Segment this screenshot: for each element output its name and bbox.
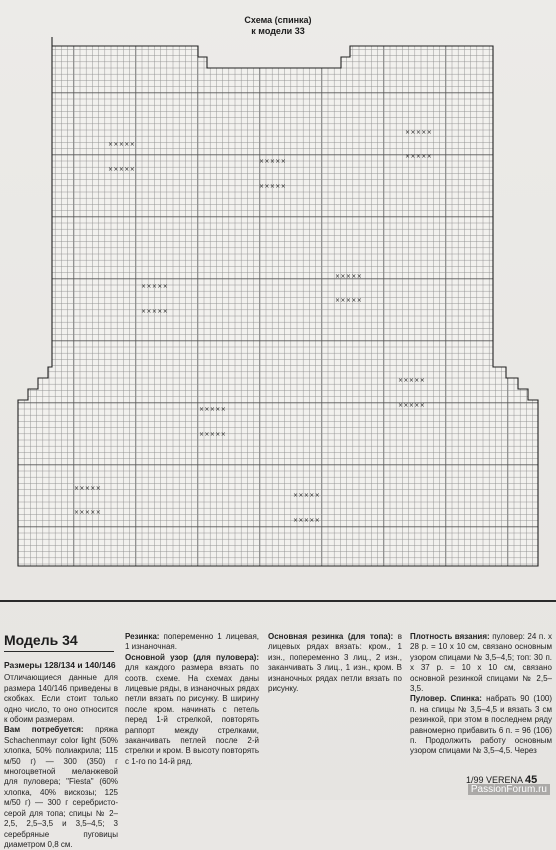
gauge-label: Плотность вязания: <box>410 632 490 641</box>
motif-mark: ××××× <box>74 485 102 492</box>
article-column-1 <box>4 660 118 850</box>
motif-mark: ××××× <box>74 509 102 516</box>
motif-mark: ××××× <box>398 377 426 384</box>
gauge-text: пуловер: 24 п. х 28 р. = 10 х 10 см, связано основным узором спицами № 3,5–4,5; топ: 30 п. х 37 р. = 10 х 10 см, связано основной резинкой спицами № 2,5–3,5. <box>410 632 552 694</box>
motif-mark: ××××× <box>259 183 287 190</box>
gauge-paragraph <box>410 632 552 694</box>
intro-text: Отличающиеся данные для размера 140/146 приведены в скобках. Если стоит только одно число, то оно относится к обоим размерам. <box>4 673 118 725</box>
motif-mark: ××××× <box>335 273 363 280</box>
title-underline <box>4 651 114 652</box>
top-rib-paragraph <box>268 632 402 694</box>
materials-paragraph <box>4 725 118 850</box>
main-pattern-label: Основной узор (для пуловера): <box>125 652 259 662</box>
back-paragraph <box>410 694 552 756</box>
motif-mark: ××××× <box>199 431 227 438</box>
model-title: Модель 34 <box>4 632 78 648</box>
back-label: Пуловер. Спинка: <box>410 694 482 704</box>
rib-label: Резинка: <box>125 632 160 641</box>
materials-text: пряжа Schachenmayr color light (50% хлопка, 50% полиакрила; 115 м/50 г) — 300 (350) г многоцветной меланжевой для пуловера; "Fiesta" (60% хлопка, 40% вискозы; 125 м/50 г) — 300 г серебристо-серой для топа; спицы № 2–2,5, 2,5–3,5 и 3,5–4,5; 3 серебряные пуговицы диаметром 0,8 см. <box>4 725 119 849</box>
sizes-line: Размеры 128/134 и 140/146 <box>4 660 116 670</box>
article-column-2 <box>125 632 259 767</box>
watermark: PassionForum.ru <box>468 784 550 795</box>
scheme-title-line2: к модели 33 <box>251 26 305 36</box>
issue-label: 1/99 VERENA <box>466 775 523 785</box>
article-column-3 <box>268 632 402 694</box>
materials-label: Вам потребуется: <box>4 725 84 735</box>
motif-mark: ××××× <box>293 492 321 499</box>
main-pattern-paragraph <box>125 653 259 767</box>
section-divider <box>0 600 556 602</box>
page-number: 45 <box>525 774 538 786</box>
motif-mark: ××××× <box>293 517 321 524</box>
rib-paragraph <box>125 632 259 653</box>
motif-mark: ××××× <box>141 308 169 315</box>
main-pattern-text: для каждого размера вязать по соотв. схеме. На схемах даны лицевые ряды, в изнаночных рядах петли вязать по рисунку. В ширину после кром. начинать с петель перед 1-й стрелкой, повторять раппорт между стрелками, заканчивать петлей после 2-й стрелки и кром. В высоту повторять с 1-го по 14-й ряд. <box>125 663 259 766</box>
rib-text: попеременно 1 лицевая, 1 изнаночная. <box>125 632 259 652</box>
top-rib-label: Основная резинка (для топа): <box>268 632 394 641</box>
motif-mark: ××××× <box>259 158 287 165</box>
top-rib-text: в лицевых рядах вязать: кром., 1 изн., попеременно 3 лиц., 2 изн., заканчивать 3 лиц., 1 изн., кром. В изнаночных рядах петли вязать по рисунку. <box>268 632 402 694</box>
motif-mark: ××××× <box>405 129 433 136</box>
motif-mark: ××××× <box>199 406 227 413</box>
motif-mark: ××××× <box>108 166 136 173</box>
back-text: набрать 90 (100) п. на спицы № 3,5–4,5 и вязать 3 см резинкой, при этом в последнем ряду равномерно прибавить 6 п. = 96 (106) п. Продолжить работу основным узором спицами № 3,5–4,5. Через <box>410 694 553 756</box>
motif-mark: ××××× <box>398 402 426 409</box>
scheme-title-line1: Схема (спинка) <box>244 15 312 25</box>
motif-mark: ××××× <box>335 297 363 304</box>
article-column-4 <box>410 632 552 757</box>
motif-mark: ××××× <box>141 283 169 290</box>
motif-mark: ××××× <box>405 153 433 160</box>
motif-mark: ××××× <box>108 141 136 148</box>
